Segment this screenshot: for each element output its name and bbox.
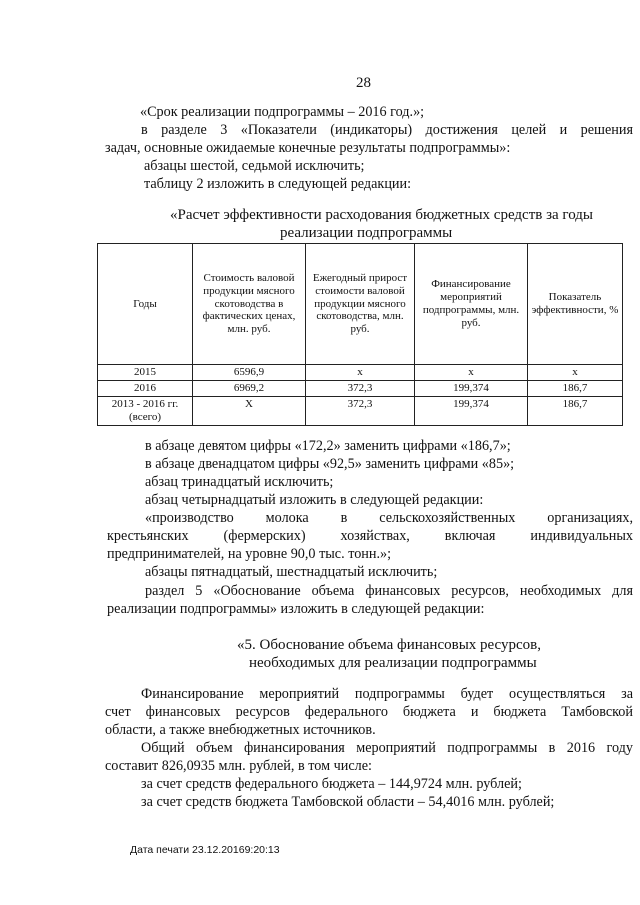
table-cell: 199,374 <box>415 396 528 425</box>
table-cell: x <box>415 365 528 381</box>
body-line-5b: крестьянских (фермерских) хозяйствах, включая индивидуальных <box>107 528 633 544</box>
body-line-2: в абзаце двенадцатом цифры «92,5» заменить цифрами «85»; <box>145 456 515 472</box>
section-heading-line-1: «5. Обоснование объема финансовых ресурсов, <box>237 637 542 653</box>
section-line-2b: составит 826,0935 млн. рублей, в том числе: <box>105 758 372 774</box>
table-cell: 2015 <box>98 365 193 381</box>
table-cell: 2016 <box>98 380 193 396</box>
table-cell: x <box>528 365 623 381</box>
section-line-3: за счет средств федерального бюджета – 144,9724 млн. рублей; <box>141 776 522 792</box>
table-cell: 372,3 <box>306 396 415 425</box>
table-cell: 372,3 <box>306 380 415 396</box>
table-title-line-1: «Расчет эффективности расходования бюджетных средств за годы <box>170 207 593 223</box>
header-annual-growth: Ежегодный прирост стоимости валовой продукции мясного скотоводства, млн. руб. <box>306 244 415 365</box>
section-line-1a: Финансирование мероприятий подпрограммы будет осуществляться за <box>141 686 633 702</box>
table-cell: Х <box>193 396 306 425</box>
section-line-2a: Общий объем финансирования мероприятий подпрограммы в 2016 году <box>141 740 633 756</box>
page-number: 28 <box>356 75 371 91</box>
body-line-4: абзац четырнадцатый изложить в следующей редакции: <box>145 492 484 508</box>
table-cell: x <box>306 365 415 381</box>
intro-line-2: в разделе 3 «Показатели (индикаторы) достижения целей и решения <box>141 122 633 138</box>
body-line-6: абзацы пятнадцатый, шестнадцатый исключить; <box>145 564 438 580</box>
section-line-1c: области, а также внебюджетных источников. <box>105 722 376 738</box>
body-line-3: абзац тринадцатый исключить; <box>145 474 334 490</box>
body-line-5a: «производство молока в сельскохозяйственных организациях, <box>145 510 633 526</box>
body-line-7b: реализации подпрограммы» изложить в следующей редакции: <box>107 601 485 617</box>
print-date-footer: Дата печати 23.12.20169:20:13 <box>130 844 280 856</box>
intro-line-5: таблицу 2 изложить в следующей редакции: <box>144 176 412 192</box>
table-row <box>98 365 623 381</box>
table-cell: 2013 - 2016 гг. (всего) <box>98 396 193 425</box>
intro-line-3: задач, основные ожидаемые конечные результаты подпрограммы»: <box>105 140 511 156</box>
body-line-5c: предпринимателей, на уровне 90,0 тыс. тонн.»; <box>107 546 392 562</box>
header-years: Годы <box>98 244 193 365</box>
table-title-line-2: реализации подпрограммы <box>280 225 453 241</box>
section-line-4: за счет средств бюджета Тамбовской области – 54,4016 млн. рублей; <box>141 794 555 810</box>
header-efficiency: Показатель эффективности, % <box>528 244 623 365</box>
table-header-row <box>98 244 623 365</box>
intro-line-4: абзацы шестой, седьмой исключить; <box>144 158 365 174</box>
table-row <box>98 380 623 396</box>
table-cell: 186,7 <box>528 396 623 425</box>
table-row <box>98 396 623 425</box>
section-line-1b: счет финансовых ресурсов федерального бюджета и бюджета Тамбовской <box>105 704 633 720</box>
section-heading-line-2: необходимых для реализации подпрограммы <box>249 655 537 671</box>
body-line-1: в абзаце девятом цифры «172,2» заменить цифрами «186,7»; <box>145 438 511 454</box>
intro-line-1: «Срок реализации подпрограммы – 2016 год.»; <box>140 104 425 120</box>
table-cell: 6969,2 <box>193 380 306 396</box>
table-cell: 6596,9 <box>193 365 306 381</box>
efficiency-table <box>97 243 623 426</box>
table-cell: 199,374 <box>415 380 528 396</box>
table-cell: 186,7 <box>528 380 623 396</box>
body-line-7a: раздел 5 «Обоснование объема финансовых ресурсов, необходимых для <box>145 583 633 599</box>
header-gross-value: Стоимость валовой продукции мясного скотоводства в фактических ценах, млн. руб. <box>193 244 306 365</box>
header-financing: Финансирование мероприятий подпрограммы, млн. руб. <box>415 244 528 365</box>
